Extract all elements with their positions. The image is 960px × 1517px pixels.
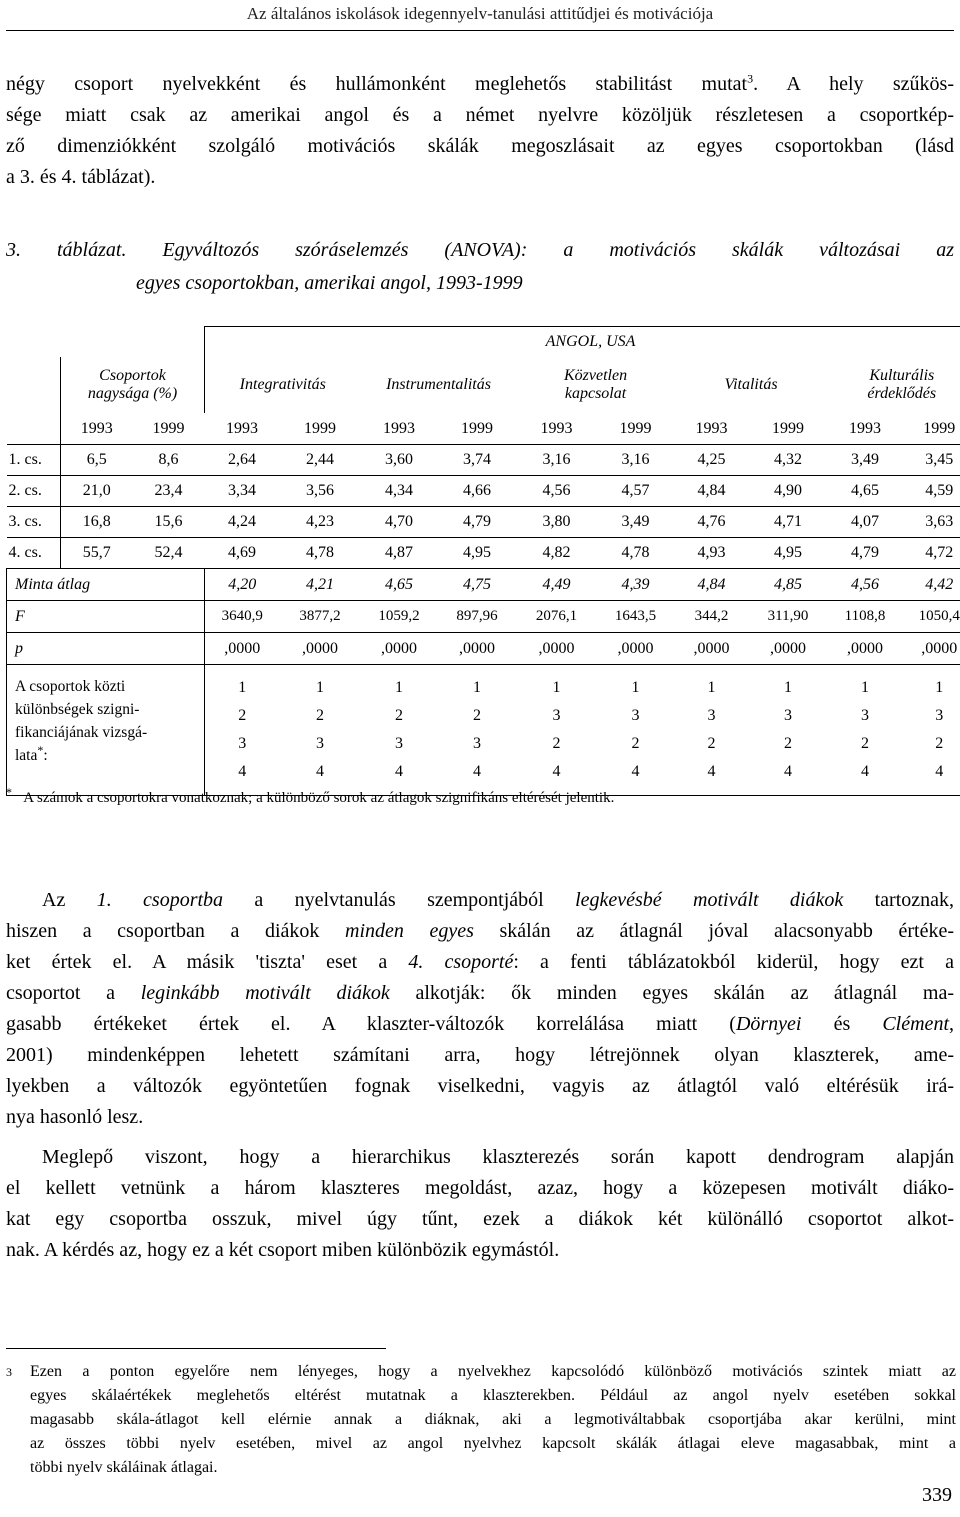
- stat-cell: 4,49: [517, 569, 597, 601]
- footnote-rule: [6, 1348, 386, 1349]
- stat-cell: 4,75: [438, 569, 517, 601]
- body-paragraph-1: [6, 885, 954, 1133]
- row-label: 3. cs.: [7, 507, 61, 538]
- header-rule: [6, 30, 954, 31]
- table-cell: 4,79: [828, 538, 903, 569]
- table-cell: 3,49: [828, 445, 903, 476]
- footnote-number: 3: [6, 1365, 12, 1379]
- group-size-header: Csoportok nagysága (%): [61, 357, 205, 413]
- table-row: [7, 445, 960, 476]
- significance-group-number: 1: [784, 679, 793, 696]
- scale-header-kozvetlen-kapcsolat: Közvetlen kapcsolat: [563, 367, 628, 402]
- table-cell: 3,60: [361, 445, 438, 476]
- scale-header-kulturalis-erdeklodes: Kulturális érdeklődés: [828, 357, 960, 413]
- table-cell: 23,4: [133, 476, 205, 507]
- f-row: [7, 601, 960, 633]
- significance-cell: [828, 665, 903, 796]
- body1-line-2: hiszen a csoportban a diákok minden egyes skálán az átlagnál jóval alacsonyabb értéke-: [6, 920, 954, 942]
- significance-label-line: lata: [15, 747, 38, 764]
- body2-line-4: nak. A kérdés az, hogy ez a két csoport miben különbözik egymástól.: [6, 1239, 560, 1261]
- significance-group-number: 4: [395, 763, 404, 780]
- anova-table: [6, 326, 960, 796]
- table-cell: 4,65: [828, 476, 903, 507]
- table-cell: 3,34: [205, 476, 280, 507]
- significance-cell: [749, 665, 828, 796]
- stat-label: Minta átlag: [7, 569, 205, 601]
- significance-group-number: 2: [861, 735, 870, 752]
- table-cell: 16,8: [61, 507, 133, 538]
- stat-cell: 344,2: [675, 601, 749, 633]
- significance-group-number: 2: [552, 735, 561, 752]
- significance-label-line: A csoportok közti: [15, 678, 126, 695]
- significance-row: [7, 665, 960, 796]
- significance-group-number: 1: [552, 679, 561, 696]
- table-cell: 21,0: [61, 476, 133, 507]
- table-cell: 4,95: [438, 538, 517, 569]
- table-cell: 3,56: [280, 476, 361, 507]
- caption-line-1: 3. táblázat. Egyváltozós szóráselemzés (ANOVA): a motivációs skálák változásai az: [6, 239, 954, 261]
- table-cell: 4,71: [749, 507, 828, 538]
- year-header: 1999: [903, 413, 960, 445]
- body2-line-3: kat egy csoportba osszuk, mivel úgy tűnt, ezek a diákok két különálló csoportot alkot-: [6, 1208, 954, 1230]
- intro-line-2: sége miatt csak az amerikai angol és a német nyelvre közöljük részletesen a csoportkép-: [6, 104, 954, 126]
- stat-cell: 4,56: [828, 569, 903, 601]
- table-cell: 2,64: [205, 445, 280, 476]
- significance-cell: [361, 665, 438, 796]
- significance-group-number: 4: [707, 763, 716, 780]
- significance-group-number: 3: [552, 707, 561, 724]
- year-header: 1999: [619, 419, 652, 437]
- year-header: 1993: [695, 419, 728, 437]
- year-header: 1999: [304, 419, 337, 437]
- significance-group-number: 4: [238, 763, 247, 780]
- running-header: Az általános iskolások idegennyelv-tanulási attitűdjei és motivációja: [246, 4, 714, 23]
- significance-group-number: 1: [316, 679, 325, 696]
- table-cell: 4,78: [280, 538, 361, 569]
- table-cell: 4,82: [517, 538, 597, 569]
- body1-line-7: lyekben a változók egyöntetűen fognak viselkedni, vagyis az átlagtól való eltérésük irá-: [6, 1075, 954, 1097]
- stat-cell: 4,39: [597, 569, 675, 601]
- table-cell: 4,84: [675, 476, 749, 507]
- year-row-spacer: [7, 413, 61, 445]
- significance-cell: [438, 665, 517, 796]
- significance-group-number: 4: [631, 763, 640, 780]
- table-cell: 4,23: [280, 507, 361, 538]
- significance-cell: [675, 665, 749, 796]
- table-cell: 2,44: [280, 445, 361, 476]
- footnote-marker: *: [37, 742, 44, 757]
- significance-group-number: 4: [784, 763, 793, 780]
- significance-group-number: 2: [631, 735, 640, 752]
- table-cell: 3,49: [597, 507, 675, 538]
- stat-label: p: [7, 633, 205, 665]
- significance-group-number: 1: [861, 679, 870, 696]
- stat-cell: ,0000: [517, 633, 597, 665]
- body1-line-4: csoportot a leginkább motivált diákok alkotják: ők minden egyes skálán az átlagnál ma-: [6, 982, 954, 1004]
- scale-header-instrumentalitas: Instrumentalitás: [386, 376, 491, 393]
- significance-group-number: 3: [395, 735, 404, 752]
- body1-line-8: nya hasonló lesz.: [6, 1106, 144, 1128]
- stat-cell: 4,65: [361, 569, 438, 601]
- table-cell: 8,6: [133, 445, 205, 476]
- table-cell: 3,74: [438, 445, 517, 476]
- stat-label: F: [7, 601, 205, 633]
- table-cell: 4,32: [749, 445, 828, 476]
- significance-group-number: 2: [784, 735, 793, 752]
- significance-cell: [205, 665, 280, 796]
- significance-group-number: 4: [861, 763, 870, 780]
- year-header: 1999: [772, 419, 805, 437]
- intro-line-3: ző dimenziókként szolgáló motivációs skálák megoszlásait az egyes csoportokban (lásd: [6, 135, 954, 157]
- significance-group-number: 1: [631, 679, 640, 696]
- scale-header-vitalitas: Vitalitás: [724, 376, 778, 393]
- stat-cell: 1059,2: [361, 601, 438, 633]
- footnote-line-1: Ezen a ponton egyelőre nem lényeges, hogy a nyelvekhez kapcsolódó különböző motivációs szintek miatt az: [30, 1363, 956, 1380]
- year-header: 1993: [61, 413, 133, 445]
- significance-label-line: fikanciájának vizsgá-: [15, 724, 148, 741]
- stat-cell: 1050,4: [903, 601, 960, 633]
- year-header: 1993: [226, 419, 259, 437]
- stat-cell: ,0000: [675, 633, 749, 665]
- stat-cell: 4,85: [749, 569, 828, 601]
- significance-group-number: 3: [238, 735, 247, 752]
- table-cell: 4,95: [749, 538, 828, 569]
- table-row: [7, 476, 960, 507]
- body1-line-6: 2001) mindenképpen lehetett számítani arra, hogy létrejönnek olyan klaszterek, ame-: [6, 1044, 954, 1066]
- body1-line-5: gasabb értékeket értek el. A klaszter-változók korrelálása miatt (Dörnyei és Clément,: [6, 1013, 954, 1035]
- significance-group-number: 2: [316, 707, 325, 724]
- stat-cell: 1108,8: [828, 601, 903, 633]
- significance-group-number: 1: [238, 679, 247, 696]
- stat-cell: ,0000: [205, 633, 280, 665]
- intro-paragraph: [6, 69, 954, 193]
- table-cell: 4,66: [438, 476, 517, 507]
- table-cell: 4,24: [205, 507, 280, 538]
- row-label: 1. cs.: [7, 445, 61, 476]
- table-cell: 4,78: [597, 538, 675, 569]
- stat-cell: 4,21: [280, 569, 361, 601]
- stat-cell: ,0000: [828, 633, 903, 665]
- significance-group-number: 2: [707, 735, 716, 752]
- significance-group-number: 3: [316, 735, 325, 752]
- significance-cell: [517, 665, 597, 796]
- significance-group-number: 1: [395, 679, 404, 696]
- significance-group-number: 2: [935, 735, 944, 752]
- year-header: 1999: [152, 419, 185, 437]
- stat-cell: 311,90: [749, 601, 828, 633]
- table-cell: 4,25: [675, 445, 749, 476]
- stat-cell: ,0000: [597, 633, 675, 665]
- significance-group-number: 1: [935, 679, 944, 696]
- significance-cell: [597, 665, 675, 796]
- table-cell: 15,6: [133, 507, 205, 538]
- significance-cell: [280, 665, 361, 796]
- stat-cell: ,0000: [903, 633, 960, 665]
- significance-group-number: 4: [473, 763, 482, 780]
- significance-label: [7, 665, 205, 796]
- significance-cell: [903, 665, 960, 796]
- table-cell: 4,79: [438, 507, 517, 538]
- stat-cell: ,0000: [280, 633, 361, 665]
- stat-cell: 3640,9: [205, 601, 280, 633]
- table-cell: 52,4: [133, 538, 205, 569]
- significance-group-number: 1: [473, 679, 482, 696]
- table-cell: 4,59: [903, 476, 960, 507]
- p-row: [7, 633, 960, 665]
- significance-group-number: 4: [552, 763, 561, 780]
- table-cell: 4,87: [361, 538, 438, 569]
- table-cell: 3,80: [517, 507, 597, 538]
- stat-cell: ,0000: [749, 633, 828, 665]
- table-cell: 4,57: [597, 476, 675, 507]
- table-cell: 3,45: [903, 445, 960, 476]
- footnote-line-4: az összes többi nyelv esetében, mivel az angol nyelvhez kapcsolt skálák átlagai eleve magasabbak, mint a: [30, 1435, 956, 1452]
- stat-cell: 4,84: [675, 569, 749, 601]
- body1-line-1: Az 1. csoportba a nyelvtanulás szempontjából legkevésbé motivált diákok tartoznak,: [42, 889, 955, 911]
- significance-group-number: 2: [395, 707, 404, 724]
- row-label: 4. cs.: [7, 538, 61, 569]
- significance-label-colon: :: [43, 747, 48, 764]
- row-label: 2. cs.: [7, 476, 61, 507]
- significance-group-number: 3: [473, 735, 482, 752]
- table-cell: 4,34: [361, 476, 438, 507]
- significance-group-number: 1: [707, 679, 716, 696]
- significance-group-number: 2: [473, 707, 482, 724]
- table-cell: 4,69: [205, 538, 280, 569]
- table-cell: 4,07: [828, 507, 903, 538]
- footnote-line-5: többi nyelv skáláinak átlagai.: [30, 1459, 218, 1476]
- significance-group-number: 2: [238, 707, 247, 724]
- body2-line-2: el kellett vetnünk a három klaszteres megoldást, azaz, hogy a közepesen motivált diáko-: [6, 1177, 954, 1199]
- body2-line-1: Meglepő viszont, hogy a hierarchikus klaszterezés során kapott dendrogram alapján: [42, 1146, 954, 1168]
- intro-line-1: négy csoport nyelvekként és hullámonként meglehetős stabilitást mutat$^3$. A hely szűkös-: [6, 71, 954, 95]
- table-footnote: * A számok a csoportokra vonatkoznak; a különböző sorok az átlagok szignifikáns eltérését jelentik.: [6, 785, 615, 806]
- significance-group-number: 3: [631, 707, 640, 724]
- intro-line-4: a 3. és 4. táblázat).: [6, 166, 156, 188]
- body-paragraph-2: [6, 1142, 954, 1266]
- table-cell: 3,63: [903, 507, 960, 538]
- table-cell: 4,56: [517, 476, 597, 507]
- body1-line-3: ket értek el. A másik 'tiszta' eset a 4. csoporté: a fenti táblázatokból kiderül, hogy ezt a: [6, 951, 954, 973]
- stat-cell: 897,96: [438, 601, 517, 633]
- table-cell: 3,16: [517, 445, 597, 476]
- table-cell: 3,16: [597, 445, 675, 476]
- significance-group-number: 3: [784, 707, 793, 724]
- significance-group-number: 4: [935, 763, 944, 780]
- table-row: [7, 507, 960, 538]
- stat-cell: 1643,5: [597, 601, 675, 633]
- table-cell: 55,7: [61, 538, 133, 569]
- year-header: 1999: [461, 419, 494, 437]
- table-cell: 6,5: [61, 445, 133, 476]
- significance-group-number: 3: [935, 707, 944, 724]
- table-row: [7, 538, 960, 569]
- significance-label-line: különbségek szigni-: [15, 701, 140, 718]
- significance-group-number: 3: [707, 707, 716, 724]
- year-header: 1993: [849, 419, 882, 437]
- stat-cell: ,0000: [361, 633, 438, 665]
- table-cell: 4,90: [749, 476, 828, 507]
- table-cell: 4,93: [675, 538, 749, 569]
- footnote-line-3: magasabb skála-átlagot kell elérnie annak a diáknak, aki a legmotiváltabbak csoportjába akar kerülni, mint: [30, 1411, 956, 1428]
- page-number: 339: [922, 1484, 952, 1506]
- stat-cell: ,0000: [438, 633, 517, 665]
- significance-group-number: 3: [861, 707, 870, 724]
- scale-header-integrativitas: Integrativitás: [205, 357, 361, 413]
- significance-group-number: 4: [316, 763, 325, 780]
- stat-cell: 4,20: [205, 569, 280, 601]
- table-cell: 4,72: [903, 538, 960, 569]
- mean-row: [7, 569, 960, 601]
- caption-line-2: egyes csoportokban, amerikai angol, 1993-1999: [136, 272, 523, 294]
- stat-cell: 2076,1: [517, 601, 597, 633]
- table-cell: 4,76: [675, 507, 749, 538]
- super-header: ANGOL, USA: [205, 327, 960, 358]
- stat-cell: 4,42: [903, 569, 960, 601]
- table-caption: [6, 234, 954, 300]
- table-cell: 4,70: [361, 507, 438, 538]
- footnote-line-2: egyes skálaértékek meglehetős eltérést mutatnak a klaszterekben. Például az angol nyelv esetében sokkal: [30, 1387, 956, 1404]
- year-header: 1993: [383, 419, 416, 437]
- stat-cell: 3877,2: [280, 601, 361, 633]
- year-header: 1993: [540, 419, 573, 437]
